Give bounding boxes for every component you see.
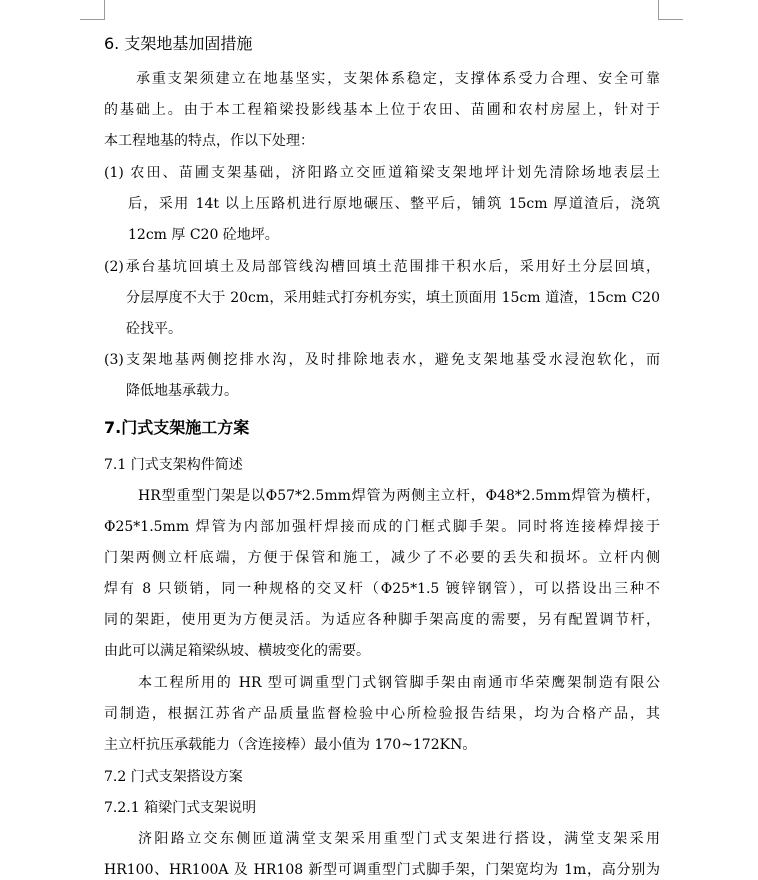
paragraph-line: 的基础上。由于本工程箱梁投影线基本上位于农田、苗圃和农村房屋上，针对于: [104, 102, 660, 118]
paragraph-line: HR100、HR100A 及 HR108 新型可调重型门式脚手架，门架宽均为 1m，高分别为: [104, 862, 660, 878]
paragraph-line: 焊有 8 只锁销，同一种规格的交叉杆（Φ25*1.5 镀锌钢管），可以搭设出三种不: [104, 581, 660, 597]
list-item-1: (1) 农田、苗圃支架基础，济阳路立交匝道箱梁支架地坪计划先清除场地表层土: [104, 165, 660, 181]
heading-section-7: 7.门式支架施工方案: [104, 418, 250, 437]
crop-mark-left-h: [80, 19, 104, 20]
list-item-1-line: 12cm 厚 C20 砼地坪。: [128, 227, 279, 243]
paragraph-line: 济阳路立交东侧匝道满堂支架采用重型门式支架进行搭设，满堂支架采用: [138, 831, 660, 847]
paragraph-line: HR型重型门架是以Φ57*2.5mm焊管为两侧主立杆，Φ48*2.5mm焊管为横杆，: [138, 488, 660, 504]
list-item-2-line: 分层厚度不大于 20cm，采用蛙式打夯机夯实，填土顶面用 15cm 道渣，15cm C20: [126, 290, 660, 306]
crop-mark-right-v: [658, 0, 659, 20]
paragraph-line: 由此可以满足箱梁纵坡、横坡变化的需要。: [104, 643, 370, 659]
subheading-7-2-1: 7.2.1 箱梁门式支架说明: [104, 800, 257, 816]
list-item-2-line: 砼找平。: [126, 321, 182, 337]
paragraph-line: Φ25*1.5mm 焊管为内部加强杆焊接而成的门框式脚手架。同时将连接棒焊接于: [104, 519, 660, 535]
paragraph-line: 本工程所用的 HR 型可调重型门式钢管脚手架由南通市华荣鹰架制造有限公: [138, 675, 660, 691]
crop-mark-left-v: [104, 0, 105, 20]
list-item-1-line: 后，采用 14t 以上压路机进行原地碾压、整平后，铺筑 15cm 厚道渣后，浇筑: [128, 196, 660, 212]
list-item-2: (2)承台基坑回填土及局部管线沟槽回填土范围排干积水后，采用好土分层回填，: [104, 259, 660, 275]
heading-section-6: 6. 支架地基加固措施: [104, 34, 253, 53]
list-item-3: (3)支架地基两侧挖排水沟，及时排除地表水，避免支架地基受水浸泡软化，而: [104, 352, 660, 368]
paragraph-line: 承重支架须建立在地基坚实，支架体系稳定，支撑体系受力合理、安全可靠: [136, 71, 660, 87]
paragraph-line: 门架两侧立杆底端，方便于保管和施工，减少了不必要的丢失和损坏。立杆内侧: [104, 550, 660, 566]
subheading-7-2: 7.2 门式支架搭设方案: [104, 769, 243, 785]
paragraph-line: 司制造，根据江苏省产品质量监督检验中心所检验报告结果，均为合格产品，其: [104, 706, 660, 722]
crop-mark-right-h: [659, 19, 683, 20]
list-item-3-line: 降低地基承载力。: [126, 383, 238, 399]
subheading-7-1: 7.1 门式支架构件简述: [104, 457, 243, 473]
paragraph-line: 同的架距，使用更为方便灵活。为适应各种脚手架高度的需要，另有配置调节杆，: [104, 612, 660, 628]
paragraph-line: 本工程地基的特点，作以下处理：: [104, 133, 314, 149]
paragraph-line: 主立杆抗压承载能力（含连接棒）最小值为 170~172KN。: [104, 737, 477, 753]
